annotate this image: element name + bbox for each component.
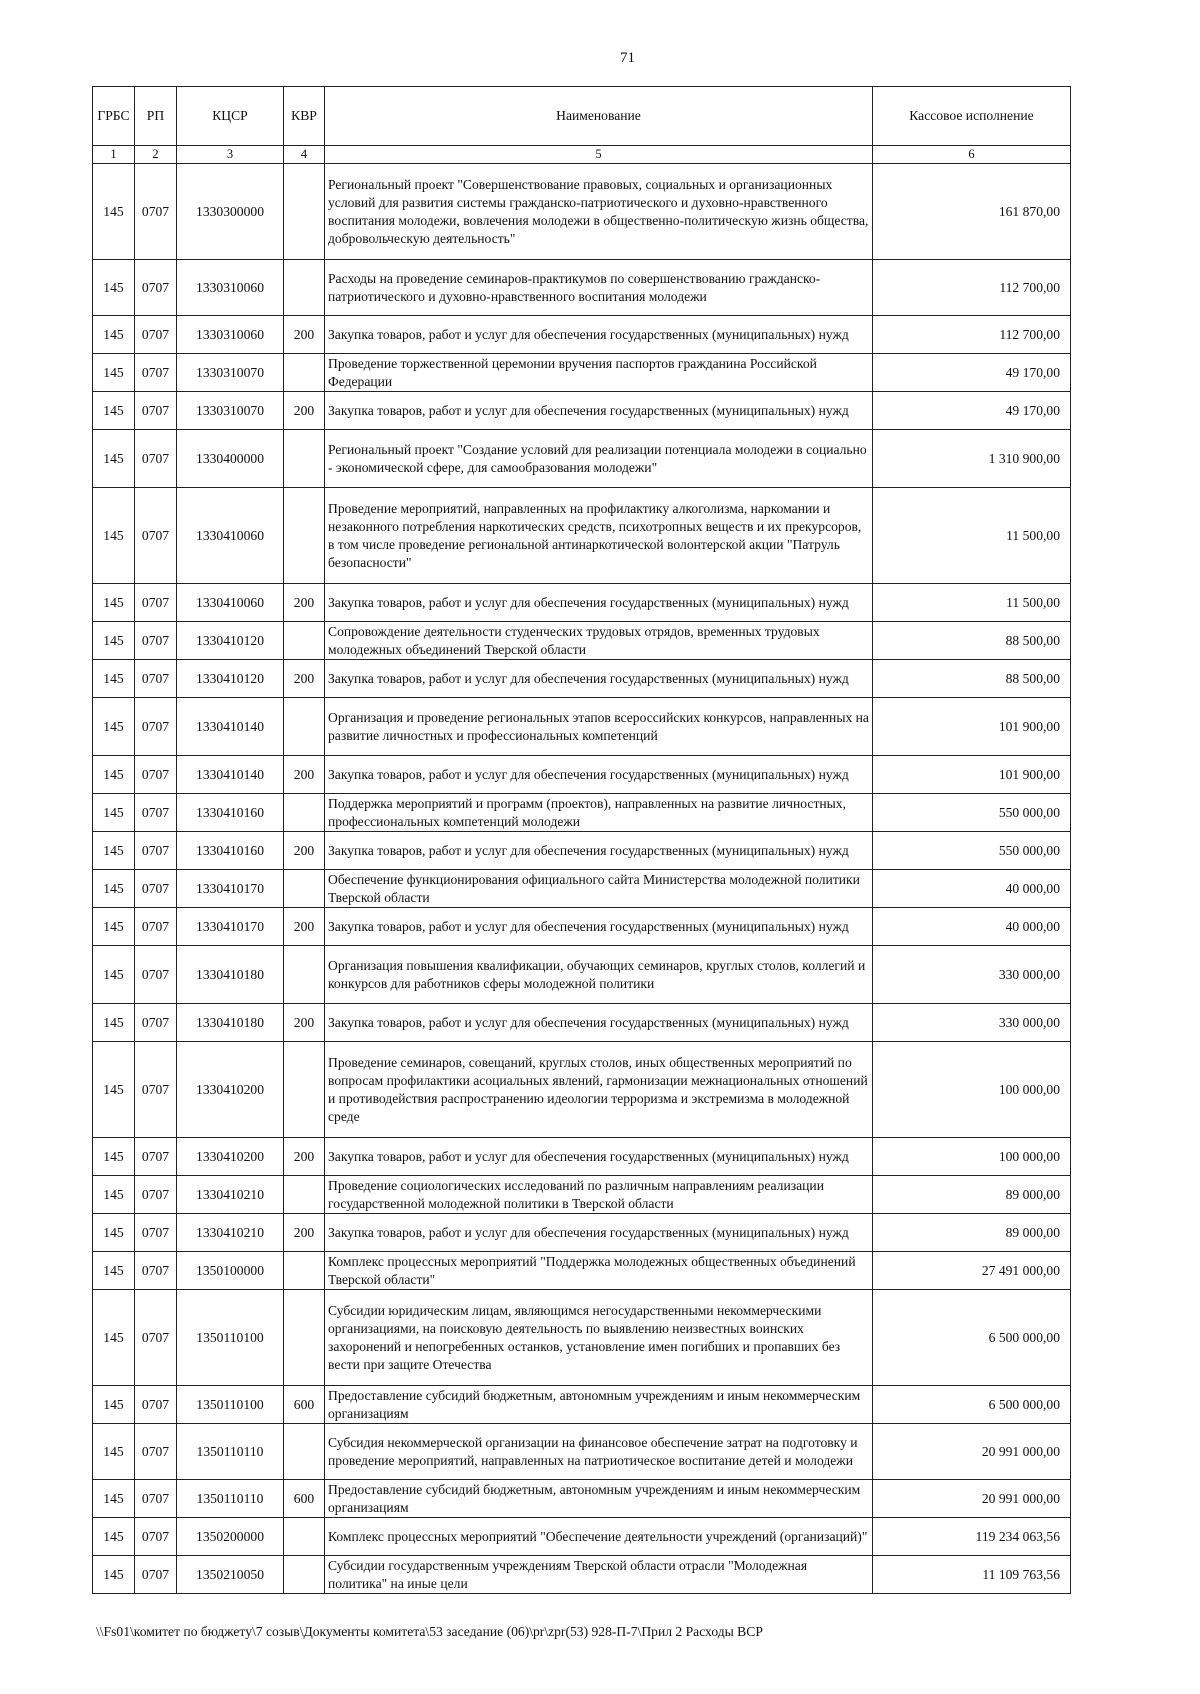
cell-kvr (284, 622, 325, 660)
table-row (93, 1042, 1071, 1138)
cell-rp: 0707 (135, 1176, 177, 1214)
cell-kvr (284, 354, 325, 392)
cell-kcsr: 1330410060 (177, 584, 284, 622)
cell-name: Региональный проект "Создание условий для реализации потенциала молодежи в социально - экономической сфере, для самообразования молодежи" (325, 430, 873, 488)
cell-grbs: 145 (93, 1042, 135, 1138)
cell-grbs: 145 (93, 260, 135, 316)
cell-rp: 0707 (135, 1480, 177, 1518)
header-ppp: ГРБС (93, 87, 135, 146)
cell-grbs: 145 (93, 488, 135, 584)
header-name: Наименование (325, 87, 873, 146)
cell-amount: 6 500 000,00 (873, 1290, 1071, 1386)
cell-rp: 0707 (135, 1290, 177, 1386)
header-row (93, 87, 1071, 146)
table-row (93, 870, 1071, 908)
table-row (93, 698, 1071, 756)
cell-name: Закупка товаров, работ и услуг для обеспечения государственных (муниципальных) нужд (325, 908, 873, 946)
cell-amount: 119 234 063,56 (873, 1518, 1071, 1556)
cell-kcsr: 1350200000 (177, 1518, 284, 1556)
cell-amount: 20 991 000,00 (873, 1424, 1071, 1480)
cell-amount: 112 700,00 (873, 316, 1071, 354)
table-row (93, 1556, 1071, 1594)
cell-kcsr: 1330310060 (177, 316, 284, 354)
cell-grbs: 145 (93, 430, 135, 488)
cell-rp: 0707 (135, 1214, 177, 1252)
cell-name: Организация повышения квалификации, обучающих семинаров, круглых столов, коллегий и конкурсов для работников сферы молодежной политики (325, 946, 873, 1004)
cell-kvr: 200 (284, 832, 325, 870)
cell-kvr (284, 946, 325, 1004)
cell-kcsr: 1350110100 (177, 1290, 284, 1386)
cell-grbs: 145 (93, 622, 135, 660)
cell-amount: 550 000,00 (873, 832, 1071, 870)
cell-grbs: 145 (93, 1424, 135, 1480)
cell-name: Закупка товаров, работ и услуг для обеспечения государственных (муниципальных) нужд (325, 1214, 873, 1252)
table-row (93, 392, 1071, 430)
cell-kvr (284, 1176, 325, 1214)
cell-name: Сопровождение деятельности студенческих трудовых отрядов, временных трудовых молодежных объединений Тверской области (325, 622, 873, 660)
cell-kvr: 600 (284, 1480, 325, 1518)
cell-name: Закупка товаров, работ и услуг для обеспечения государственных (муниципальных) нужд (325, 392, 873, 430)
cell-grbs: 145 (93, 392, 135, 430)
cell-kvr (284, 1424, 325, 1480)
cell-rp: 0707 (135, 1042, 177, 1138)
cell-kvr (284, 1290, 325, 1386)
cell-grbs: 145 (93, 1004, 135, 1042)
cell-kcsr: 1350110110 (177, 1424, 284, 1480)
cell-kvr: 200 (284, 908, 325, 946)
cell-kvr (284, 794, 325, 832)
cell-kvr (284, 1518, 325, 1556)
table-row (93, 1176, 1071, 1214)
column-number: 5 (325, 146, 873, 164)
cell-grbs: 145 (93, 794, 135, 832)
cell-amount: 40 000,00 (873, 870, 1071, 908)
cell-kcsr: 1330310070 (177, 392, 284, 430)
cell-rp: 0707 (135, 756, 177, 794)
cell-rp: 0707 (135, 392, 177, 430)
cell-name: Закупка товаров, работ и услуг для обеспечения государственных (муниципальных) нужд (325, 1138, 873, 1176)
cell-amount: 40 000,00 (873, 908, 1071, 946)
cell-kcsr: 1330410120 (177, 622, 284, 660)
cell-rp: 0707 (135, 430, 177, 488)
cell-grbs: 145 (93, 1290, 135, 1386)
budget-table (92, 86, 1071, 1594)
cell-kvr: 200 (284, 392, 325, 430)
cell-amount: 101 900,00 (873, 756, 1071, 794)
cell-rp: 0707 (135, 316, 177, 354)
cell-rp: 0707 (135, 1386, 177, 1424)
column-number: 1 (93, 146, 135, 164)
table-row (93, 164, 1071, 260)
cell-kcsr: 1350100000 (177, 1252, 284, 1290)
table-row (93, 1138, 1071, 1176)
cell-rp: 0707 (135, 488, 177, 584)
cell-grbs: 145 (93, 1518, 135, 1556)
table-row (93, 584, 1071, 622)
cell-name: Субсидии государственным учреждениям Тверской области отрасли "Молодежная политика" на иные цели (325, 1556, 873, 1594)
cell-amount: 112 700,00 (873, 260, 1071, 316)
cell-kcsr: 1330410160 (177, 832, 284, 870)
table-row (93, 1386, 1071, 1424)
column-number: 6 (873, 146, 1071, 164)
cell-grbs: 145 (93, 870, 135, 908)
cell-amount: 6 500 000,00 (873, 1386, 1071, 1424)
table-row (93, 832, 1071, 870)
cell-kcsr: 1330410160 (177, 794, 284, 832)
cell-name: Предоставление субсидий бюджетным, автономным учреждениям и иным некоммерческим организациям (325, 1386, 873, 1424)
cell-amount: 27 491 000,00 (873, 1252, 1071, 1290)
cell-kvr: 200 (284, 660, 325, 698)
cell-kcsr: 1330400000 (177, 430, 284, 488)
cell-kvr: 200 (284, 584, 325, 622)
cell-amount: 330 000,00 (873, 946, 1071, 1004)
cell-grbs: 145 (93, 946, 135, 1004)
table-row (93, 316, 1071, 354)
cell-kcsr: 1330410200 (177, 1042, 284, 1138)
table-row (93, 946, 1071, 1004)
cell-kcsr: 1330310060 (177, 260, 284, 316)
table-row (93, 1518, 1071, 1556)
cell-name: Закупка товаров, работ и услуг для обеспечения государственных (муниципальных) нужд (325, 316, 873, 354)
header-kvr: КВР (284, 87, 325, 146)
cell-name: Закупка товаров, работ и услуг для обеспечения государственных (муниципальных) нужд (325, 584, 873, 622)
cell-grbs: 145 (93, 584, 135, 622)
cell-amount: 88 500,00 (873, 660, 1071, 698)
page-number: 71 (620, 50, 635, 66)
cell-rp: 0707 (135, 1556, 177, 1594)
cell-rp: 0707 (135, 870, 177, 908)
cell-amount: 100 000,00 (873, 1042, 1071, 1138)
cell-amount: 89 000,00 (873, 1176, 1071, 1214)
cell-kvr (284, 488, 325, 584)
column-number: 4 (284, 146, 325, 164)
cell-amount: 11 500,00 (873, 584, 1071, 622)
cell-rp: 0707 (135, 660, 177, 698)
cell-grbs: 145 (93, 1252, 135, 1290)
cell-name: Расходы на проведение семинаров-практикумов по совершенствованию гражданско-патриотического и духовно-нравственного воспитания молодежи (325, 260, 873, 316)
cell-kvr (284, 1252, 325, 1290)
table-row (93, 1424, 1071, 1480)
header-kcsr: КЦСР (177, 87, 284, 146)
table-row (93, 622, 1071, 660)
cell-grbs: 145 (93, 1556, 135, 1594)
cell-kvr: 200 (284, 1004, 325, 1042)
cell-grbs: 145 (93, 660, 135, 698)
cell-name: Субсидии юридическим лицам, являющимся негосударственными некоммерческими организациями, на поисковую деятельность по выявлению неизвестных воинских захоронений и непогребенных останков, установление имен погибших и пропавших без вести при защите Отечества (325, 1290, 873, 1386)
cell-name: Комплекс процессных мероприятий "Обеспечение деятельности учреждений (организаций)" (325, 1518, 873, 1556)
cell-kcsr: 1330410060 (177, 488, 284, 584)
cell-kcsr: 1350110100 (177, 1386, 284, 1424)
cell-grbs: 145 (93, 908, 135, 946)
cell-name: Поддержка мероприятий и программ (проектов), направленных на развитие личностных, профессиональных компетенций молодежи (325, 794, 873, 832)
cell-amount: 49 170,00 (873, 392, 1071, 430)
cell-name: Закупка товаров, работ и услуг для обеспечения государственных (муниципальных) нужд (325, 660, 873, 698)
cell-grbs: 145 (93, 756, 135, 794)
cell-kcsr: 1350110110 (177, 1480, 284, 1518)
cell-rp: 0707 (135, 260, 177, 316)
cell-kvr (284, 164, 325, 260)
table-row (93, 488, 1071, 584)
cell-name: Проведение торжественной церемонии вручения паспортов гражданина Российской Федерации (325, 354, 873, 392)
cell-grbs: 145 (93, 832, 135, 870)
cell-kvr (284, 870, 325, 908)
cell-kvr (284, 430, 325, 488)
cell-grbs: 145 (93, 1480, 135, 1518)
cell-grbs: 145 (93, 316, 135, 354)
cell-grbs: 145 (93, 354, 135, 392)
cell-kcsr: 1330410180 (177, 1004, 284, 1042)
cell-grbs: 145 (93, 1386, 135, 1424)
cell-rp: 0707 (135, 946, 177, 1004)
cell-grbs: 145 (93, 1214, 135, 1252)
cell-name: Субсидия некоммерческой организации на финансовое обеспечение затрат на подготовку и проведение мероприятий, направленных на патриотическое воспитание детей и молодежи (325, 1424, 873, 1480)
table-row (93, 354, 1071, 392)
cell-rp: 0707 (135, 698, 177, 756)
cell-amount: 11 500,00 (873, 488, 1071, 584)
header-rp: РП (135, 87, 177, 146)
table-row (93, 756, 1071, 794)
cell-kcsr: 1330410140 (177, 698, 284, 756)
cell-kcsr: 1330410210 (177, 1214, 284, 1252)
cell-rp: 0707 (135, 794, 177, 832)
cell-kcsr: 1330300000 (177, 164, 284, 260)
table-row (93, 908, 1071, 946)
table-row (93, 1252, 1071, 1290)
cell-kvr (284, 260, 325, 316)
cell-amount: 161 870,00 (873, 164, 1071, 260)
cell-amount: 330 000,00 (873, 1004, 1071, 1042)
cell-kvr: 200 (284, 1214, 325, 1252)
table-body (93, 164, 1071, 1594)
cell-rp: 0707 (135, 1424, 177, 1480)
cell-kvr: 600 (284, 1386, 325, 1424)
cell-rp: 0707 (135, 832, 177, 870)
cell-kcsr: 1330310070 (177, 354, 284, 392)
cell-rp: 0707 (135, 1138, 177, 1176)
column-number-row (93, 146, 1071, 164)
cell-grbs: 145 (93, 1176, 135, 1214)
cell-name: Проведение социологических исследований по различным направлениям реализации государственной молодежной политики в Тверской области (325, 1176, 873, 1214)
cell-amount: 100 000,00 (873, 1138, 1071, 1176)
cell-rp: 0707 (135, 622, 177, 660)
cell-kvr (284, 1042, 325, 1138)
table-row (93, 260, 1071, 316)
table-row (93, 1004, 1071, 1042)
table-row (93, 1290, 1071, 1386)
cell-name: Проведение мероприятий, направленных на профилактику алкоголизма, наркомании и незаконного потребления наркотических средств, психотропных веществ и их прекурсоров, в том числе проведение региональной антинаркотической волонтерской акции "Патруль безопасности" (325, 488, 873, 584)
cell-kvr: 200 (284, 756, 325, 794)
cell-name: Закупка товаров, работ и услуг для обеспечения государственных (муниципальных) нужд (325, 832, 873, 870)
cell-kcsr: 1350210050 (177, 1556, 284, 1594)
cell-grbs: 145 (93, 164, 135, 260)
cell-kcsr: 1330410170 (177, 870, 284, 908)
cell-kcsr: 1330410140 (177, 756, 284, 794)
table-row (93, 430, 1071, 488)
cell-kvr (284, 1556, 325, 1594)
cell-kcsr: 1330410200 (177, 1138, 284, 1176)
header-amount: Кассовое исполнение (873, 87, 1071, 146)
cell-kvr: 200 (284, 316, 325, 354)
cell-grbs: 145 (93, 1138, 135, 1176)
table-row (93, 794, 1071, 832)
cell-name: Организация и проведение региональных этапов всероссийских конкурсов, направленных на развитие личностных и профессиональных компетенций (325, 698, 873, 756)
cell-amount: 11 109 763,56 (873, 1556, 1071, 1594)
cell-name: Региональный проект "Совершенствование правовых, социальных и организационных условий для развития системы гражданско-патриотического и духовно-нравственного воспитания молодежи, вовлечения молодежи в общественно-политическую жизнь общества, добровольческую деятельность" (325, 164, 873, 260)
cell-rp: 0707 (135, 908, 177, 946)
cell-kcsr: 1330410210 (177, 1176, 284, 1214)
cell-rp: 0707 (135, 1004, 177, 1042)
cell-amount: 49 170,00 (873, 354, 1071, 392)
cell-kcsr: 1330410180 (177, 946, 284, 1004)
cell-amount: 1 310 900,00 (873, 430, 1071, 488)
cell-name: Предоставление субсидий бюджетным, автономным учреждениям и иным некоммерческим организациям (325, 1480, 873, 1518)
cell-amount: 101 900,00 (873, 698, 1071, 756)
cell-rp: 0707 (135, 1518, 177, 1556)
table-row (93, 660, 1071, 698)
column-number: 3 (177, 146, 284, 164)
footer-file-path: \\Fs01\комитет по бюджету\7 созыв\Документы комитета\53 заседание (06)\pr\zpr(53) 928-П-7\Прил 2 Расходы ВСР (96, 1624, 763, 1639)
cell-name: Обеспечение функционирования официального сайта Министерства молодежной политики Тверской области (325, 870, 873, 908)
cell-amount: 550 000,00 (873, 794, 1071, 832)
cell-amount: 88 500,00 (873, 622, 1071, 660)
cell-name: Закупка товаров, работ и услуг для обеспечения государственных (муниципальных) нужд (325, 756, 873, 794)
cell-kvr (284, 698, 325, 756)
table-row (93, 1214, 1071, 1252)
cell-amount: 89 000,00 (873, 1214, 1071, 1252)
column-number: 2 (135, 146, 177, 164)
cell-rp: 0707 (135, 354, 177, 392)
cell-name: Комплекс процессных мероприятий "Поддержка молодежных общественных объединений Тверской области" (325, 1252, 873, 1290)
cell-rp: 0707 (135, 1252, 177, 1290)
cell-kcsr: 1330410170 (177, 908, 284, 946)
table-row (93, 1480, 1071, 1518)
cell-name: Закупка товаров, работ и услуг для обеспечения государственных (муниципальных) нужд (325, 1004, 873, 1042)
cell-rp: 0707 (135, 584, 177, 622)
cell-grbs: 145 (93, 698, 135, 756)
cell-kcsr: 1330410120 (177, 660, 284, 698)
cell-name: Проведение семинаров, совещаний, круглых столов, иных общественных мероприятий по вопросам профилактики асоциальных явлений, гармонизации межнациональных отношений и противодействия распространению идеологии терроризма и экстремизма в молодежной среде (325, 1042, 873, 1138)
cell-kvr: 200 (284, 1138, 325, 1176)
cell-amount: 20 991 000,00 (873, 1480, 1071, 1518)
cell-rp: 0707 (135, 164, 177, 260)
